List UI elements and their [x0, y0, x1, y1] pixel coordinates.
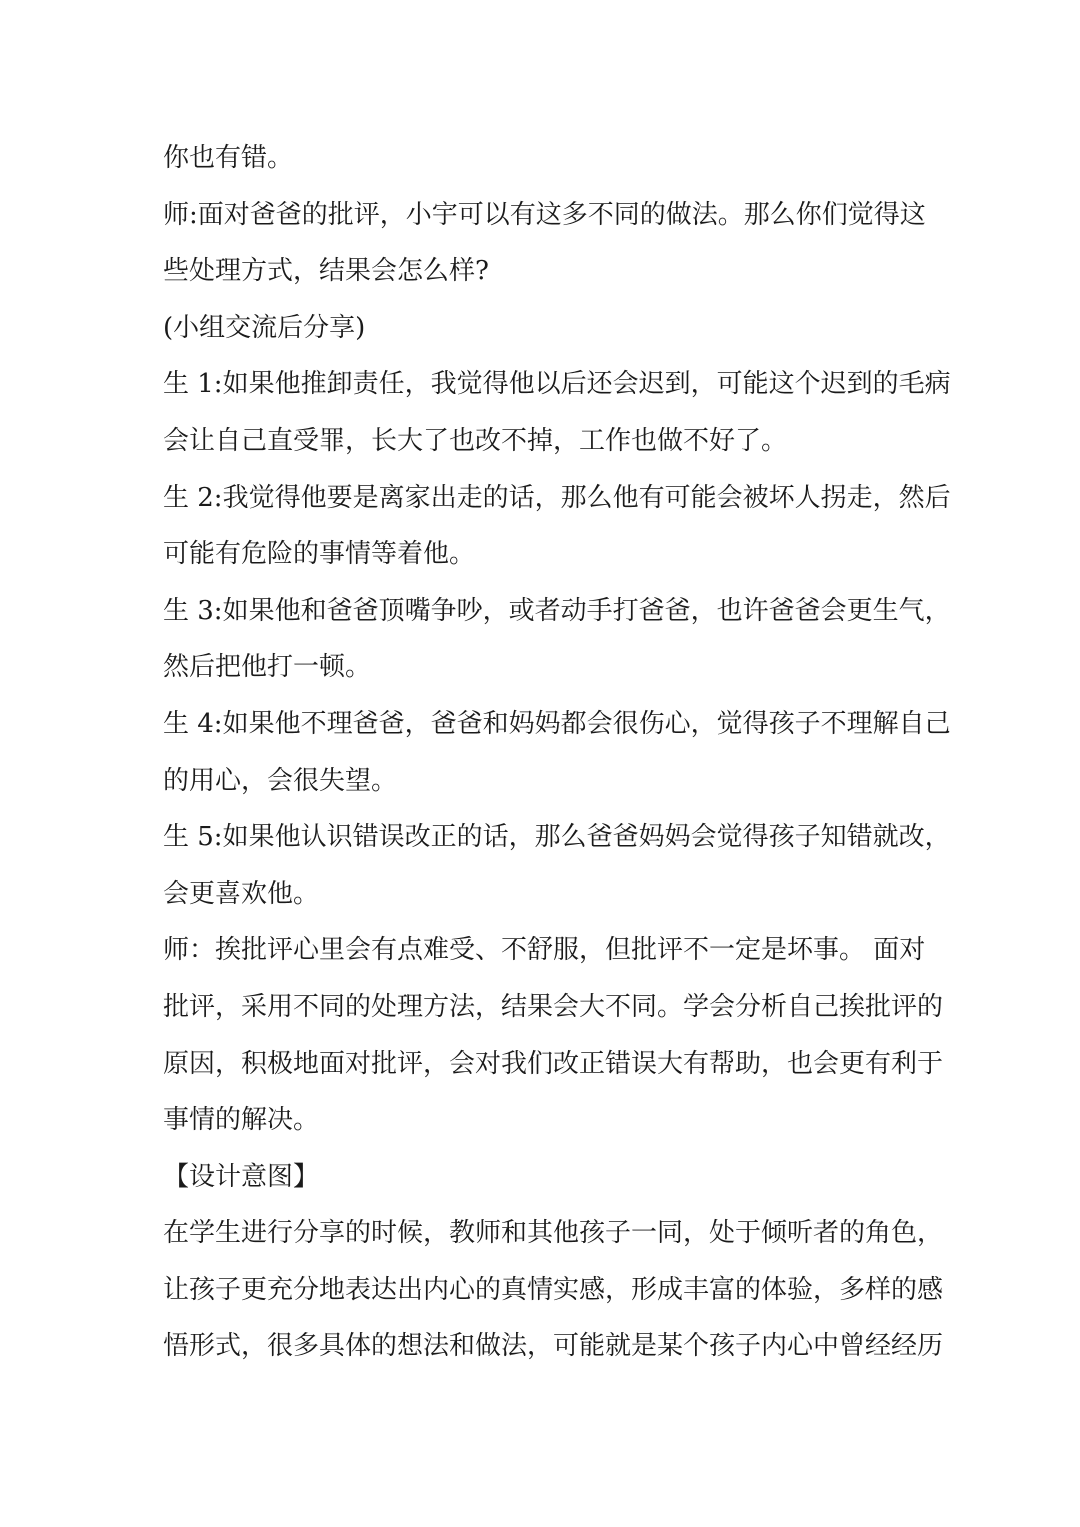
line-text: 批评，采用不同的处理方法，结果会大不同。学会分析自己挨批评的 — [163, 991, 944, 1022]
text-line — [163, 470, 951, 527]
line-text: 可能有危险的事情等着他。 — [163, 539, 476, 570]
text-line — [163, 1262, 944, 1319]
text-line — [163, 356, 951, 413]
line-text: 悟形式，很多具体的想法和做法，可能就是某个孩子内心中曾经经历 — [163, 1331, 944, 1362]
line-text: 生 1:如果他推卸责任，我觉得他以后还会迟到，可能这个迟到的毛病 — [163, 369, 951, 400]
text-line — [163, 1092, 923, 1149]
text-line — [163, 809, 951, 866]
line-text: 生 4:如果他不理爸爸，爸爸和妈妈都会很伤心，觉得孩子不理解自己 — [163, 708, 951, 739]
text-line — [163, 753, 923, 810]
text-line — [163, 187, 926, 244]
text-line — [163, 979, 944, 1036]
text-line — [163, 922, 926, 979]
text-line — [163, 583, 951, 640]
line-text: 你也有错。 — [163, 143, 294, 173]
line-text: 生 5:如果他认识错误改正的话，那么爸爸妈妈会觉得孩子知错就改， — [163, 822, 951, 853]
section-heading — [163, 1149, 923, 1206]
line-text: 生 3:如果他和爸爸顶嘴争吵，或者动手打爸爸，也许爸爸会更生气， — [163, 595, 951, 626]
text-line — [163, 696, 951, 753]
document-body — [163, 130, 951, 1375]
line-text: 生 2:我觉得他要是离家出走的话，那么他有可能会被坏人拐走，然后 — [163, 482, 951, 513]
line-text: 师：挨批评心里会有点难受、不舒服，但批评不一定是坏事。 面对 — [163, 935, 926, 966]
text-line — [163, 866, 923, 923]
text-line — [163, 130, 923, 187]
line-text: 原因，积极地面对批评，会对我们改正错误大有帮助，也会更有利于 — [163, 1048, 944, 1079]
line-text: 会更喜欢他。 — [163, 878, 320, 909]
text-line — [163, 639, 923, 696]
text-line — [163, 1036, 944, 1093]
text-line — [163, 300, 923, 357]
text-line — [163, 413, 923, 470]
line-text: 然后把他打一顿。 — [163, 652, 372, 683]
text-line — [163, 1318, 944, 1375]
heading-text: 【设计意图】 — [163, 1161, 320, 1192]
line-text: 让孩子更充分地表达出内心的真情实感，形成丰富的体验，多样的感 — [163, 1274, 944, 1305]
line-text: 事情的解决。 — [163, 1105, 320, 1136]
line-text: 的用心，会很失望。 — [163, 765, 398, 796]
text-line — [163, 243, 923, 300]
line-text: 会让自己直受罪，长大了也改不掉，工作也做不好了。 — [163, 425, 788, 456]
line-text: (小组交流后分享) — [163, 312, 366, 343]
line-text: 在学生进行分享的时候，教师和其他孩子一同，处于倾听者的角色， — [163, 1218, 944, 1249]
line-text: 些处理方式，结果会怎么样? — [163, 256, 489, 287]
text-line — [163, 526, 923, 583]
text-line — [163, 1205, 944, 1262]
line-text: 师:面对爸爸的批评，小宇可以有这多不同的做法。那么你们觉得这 — [163, 199, 926, 230]
